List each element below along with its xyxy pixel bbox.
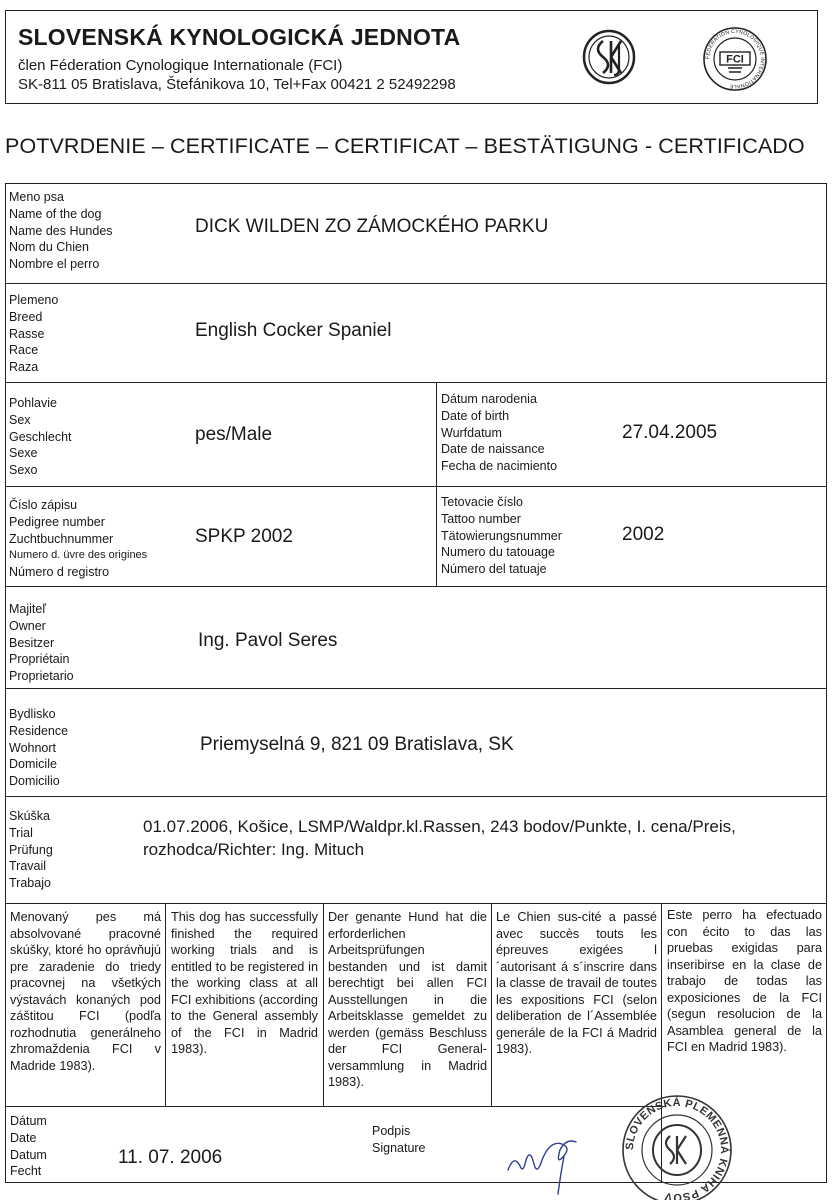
birth-date-labels: Dátum narodenia Date of birth Wurfdatum Date de naissance Fecha de nacimiento: [441, 392, 558, 474]
organization-address: SK-811 05 Bratislava, Štefánikova 10, Tel+Fax 00421 2 52492298: [18, 76, 456, 93]
trial-labels: Skúška Trial Prüfung Travail Trabajo: [9, 809, 53, 891]
divider-col1: [165, 903, 166, 1106]
tattoo-value: 2002: [622, 524, 665, 545]
rule-after-owner: [5, 688, 827, 689]
fci-ring-text: FEDERATION CYNOLOGIQUE INTERNATIONALE: [704, 28, 766, 90]
rule-after-trial: [5, 903, 827, 904]
residence-labels: Bydlisko Residence Wohnort Domicile Domicilio: [9, 707, 69, 789]
rule-after-sex: [5, 486, 827, 487]
trial-value-line1: 01.07.2006, Košice, LSMP/Waldpr.kl.Rassen, 243 bodov/Punkte, I. cena/Preis,: [143, 817, 736, 836]
document-title: POTVRDENIE – CERTIFICATE – CERTIFICAT – BESTÄTIGUNG - CERTIFICADO: [5, 134, 805, 158]
dog-name-labels: Meno psa Name of the dog Name des Hundes Nom du Chien Nombre el perro: [9, 190, 113, 272]
skj-logo: [581, 29, 637, 85]
seal-ring-text: SLOVENSKÁ PLEMENNÁ KNIHA PSOV: [623, 1096, 731, 1200]
rule-after-residence: [5, 796, 827, 797]
rule-after-statements: [5, 1106, 665, 1107]
statement-slovak: Menovaný pes má absolvované pracovné skúšky, ktoré ho oprávňujú pre zaradenie do triedy pracovnej na všetkých výstavách konaných pod záštitou FCI (podľa rozhodnutia generálneho zhromaždenia FCI v Madride 1983).: [10, 910, 161, 1073]
statement-spanish: Este perro ha efectuado con écito to das las pruebas exigidas para inseribirse en la clase de trabajo de todas las exposiciones de la FCI (segun resolucion de la Asamblea general de la FCI en Madrid 1983).: [667, 908, 822, 1054]
dog-name-value: DICK WILDEN ZO ZÁMOCKÉHO PARKU: [195, 216, 549, 237]
issue-date-value: 11. 07. 2006: [118, 1147, 223, 1168]
breed-labels: Plemeno Breed Rasse Race Raza: [9, 293, 59, 375]
statement-french: Le Chien sus-cité a passé avec succès touts les épreuves exigées l´autorisant á s´inscrire dans la classe de travail de toutes les expositions FCI (selon deliberation de l´Assemblée generále de la FCI á Madrid 1983).: [496, 910, 657, 1056]
owner-labels: Majiteľ Owner Besitzer Propriétain Proprietario: [9, 602, 74, 684]
pedigree-value: SPKP 2002: [195, 526, 293, 547]
organization-membership: člen Féderation Cynologique Internationale (FCI): [18, 57, 343, 74]
breed-value: English Cocker Spaniel: [195, 320, 392, 341]
fci-logo: [702, 26, 768, 92]
statement-english: This dog has successfully finished the required working trials and is entitled to be registered in the working class at all FCI exhibitions (according to the General assembly of the FCI in Madrid 1983).: [171, 910, 318, 1056]
sex-value: pes/Male: [195, 424, 273, 445]
divider-middle: [436, 382, 437, 586]
divider-col2: [323, 903, 324, 1106]
handwritten-signature: [500, 1120, 610, 1200]
owner-value: Ing. Pavol Seres: [198, 630, 338, 651]
rule-after-name: [5, 283, 827, 284]
organization-name: SLOVENSKÁ KYNOLOGICKÁ JEDNOTA: [18, 24, 461, 50]
official-seal: [618, 1090, 736, 1200]
signature-labels: Podpis Signature: [372, 1124, 426, 1155]
statement-german: Der genante Hund hat die erforderlichen Arbeitsprüfungen bestanden und ist damit berechtigt bei allen FCI Ausstellungen in die Arbeitsklasse gemeldet zu werden (gemäss Beschluss der FCI General-versammlung in Madrid 1983).: [328, 910, 487, 1089]
residence-value: Priemyselná 9, 821 09 Bratislava, SK: [200, 734, 514, 755]
trial-value-line2: rozhodca/Richter: Ing. Mituch: [143, 840, 365, 859]
tattoo-labels: Tetovacie číslo Tattoo number Tätowierungsnummer Numero du tatouage Número del tatuaje: [441, 495, 562, 577]
rule-after-pedigree: [5, 586, 827, 587]
sex-labels: Pohlavie Sex Geschlecht Sexe Sexo: [9, 396, 72, 478]
rule-after-breed: [5, 382, 827, 383]
birth-date-value: 27.04.2005: [622, 422, 718, 443]
date-labels: Dátum Date Datum Fecht: [10, 1114, 47, 1179]
divider-col3: [491, 903, 492, 1106]
pedigree-labels: Číslo zápisu Pedigree number Zuchtbuchnummer Numero d. üvre des origines Número d registro: [9, 498, 148, 580]
fci-logo-text: FCI: [726, 53, 744, 66]
